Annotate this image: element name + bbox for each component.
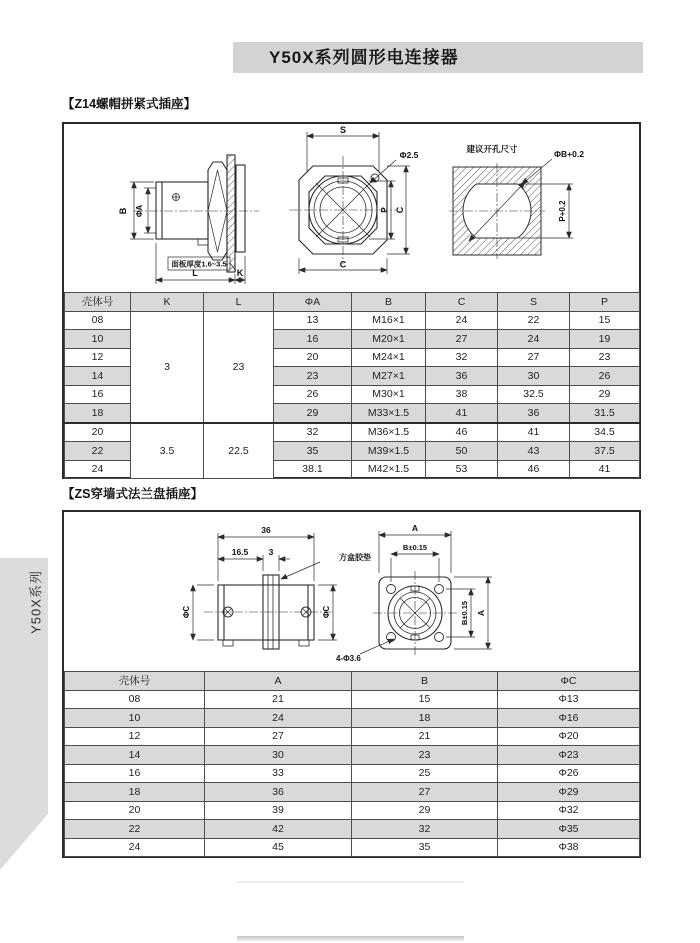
dim-label-c-bottom: C — [339, 259, 347, 270]
cell-phia: 23 — [274, 367, 352, 386]
cell-shell: 24 — [65, 838, 205, 857]
cell-phic: Φ13 — [498, 690, 640, 709]
col-header-l: L — [204, 293, 274, 312]
cell-shell: 20 — [65, 801, 205, 820]
cell-p: 29 — [570, 385, 640, 404]
cell-a: 30 — [205, 746, 352, 765]
cell-b: 35 — [352, 838, 498, 857]
cell-k-group2: 3.5 — [131, 423, 204, 479]
dim-label-b-right: B±0.15 — [460, 600, 469, 626]
cell-shell: 12 — [65, 348, 131, 367]
cell-c: 27 — [426, 330, 498, 349]
cell-a: 27 — [205, 727, 352, 746]
cell-p: 15 — [570, 311, 640, 330]
cell-a: 39 — [205, 801, 352, 820]
cell-phic: Φ38 — [498, 838, 640, 857]
cell-c: 53 — [426, 460, 498, 479]
cell-shell: 16 — [65, 385, 131, 404]
series-side-tab — [0, 558, 48, 870]
cell-b: 32 — [352, 820, 498, 839]
cell-shell: 14 — [65, 367, 131, 386]
section2-heading: 【ZS穿墙式法兰盘插座】 — [62, 487, 203, 501]
cell-shell: 22 — [65, 442, 131, 461]
zs-side-dims — [193, 533, 394, 654]
cell-p: 19 — [570, 330, 640, 349]
cell-phia: 13 — [274, 311, 352, 330]
cell-a: 33 — [205, 764, 352, 783]
cutout-phib-label: ΦB+0.2 — [554, 149, 584, 159]
zs-side-view — [204, 575, 332, 649]
cell-a: 45 — [205, 838, 352, 857]
cell-phic: Φ26 — [498, 764, 640, 783]
cell-b: M33×1.5 — [352, 404, 426, 423]
cell-s: 27 — [498, 348, 570, 367]
cell-shell: 16 — [65, 764, 205, 783]
cell-l-group2: 22.5 — [204, 423, 274, 479]
cell-p: 37.5 — [570, 442, 640, 461]
page-title: Y50X系列圆形电连接器 — [269, 48, 459, 67]
table-header-row — [65, 672, 640, 691]
table-header-row — [65, 293, 640, 312]
dim-label-16-5: 16.5 — [231, 547, 249, 557]
cell-b: 18 — [352, 709, 498, 728]
cell-s: 24 — [498, 330, 570, 349]
dim-label-phic-left: ΦC — [182, 605, 191, 619]
panel-thickness-note: 面板厚度1.6~3.5 — [171, 259, 227, 269]
cell-s: 46 — [498, 460, 570, 479]
cell-a: 36 — [205, 783, 352, 802]
dim-label-phi25: Φ2.5 — [399, 150, 419, 160]
cell-c: 32 — [426, 348, 498, 367]
cell-s: 43 — [498, 442, 570, 461]
holes-note: 4-Φ3.6 — [336, 654, 361, 663]
cutout-p-label: P+0.2 — [558, 200, 567, 222]
cell-b: M42×1.5 — [352, 460, 426, 479]
cell-b: M27×1 — [352, 367, 426, 386]
table-row — [65, 423, 640, 442]
z14-front-dims — [299, 132, 410, 274]
cell-b: M39×1.5 — [352, 442, 426, 461]
gasket-note: 方盒胶垫 — [339, 553, 371, 562]
col-header-b: B — [352, 293, 426, 312]
cell-b: M16×1 — [352, 311, 426, 330]
cell-s: 36 — [498, 404, 570, 423]
cell-c: 41 — [426, 404, 498, 423]
cell-b: 15 — [352, 690, 498, 709]
cell-p: 26 — [570, 367, 640, 386]
zs-spec-table — [64, 671, 640, 857]
cell-p: 31.5 — [570, 404, 640, 423]
dim-label-phia: ΦA — [135, 204, 144, 218]
cell-phic: Φ35 — [498, 820, 640, 839]
table-row — [65, 820, 640, 839]
cell-phia: 26 — [274, 385, 352, 404]
footer-bar — [237, 936, 464, 941]
cell-b: 23 — [352, 746, 498, 765]
cell-shell: 10 — [65, 709, 205, 728]
cell-l-group1: 23 — [204, 311, 274, 423]
cell-phic: Φ16 — [498, 709, 640, 728]
table-row — [65, 764, 640, 783]
cell-a: 21 — [205, 690, 352, 709]
col-header-k: K — [131, 293, 204, 312]
cell-phia: 16 — [274, 330, 352, 349]
dim-label-k: K — [236, 268, 244, 278]
cell-b: 21 — [352, 727, 498, 746]
dim-label-p: P — [379, 207, 389, 213]
cell-shell: 18 — [65, 404, 131, 423]
z14-cutout-view — [449, 163, 545, 259]
cell-shell: 10 — [65, 330, 131, 349]
section1-heading: 【Z14螺帽拼紧式插座】 — [62, 97, 197, 111]
cell-shell: 20 — [65, 423, 131, 442]
cell-shell: 18 — [65, 783, 205, 802]
cell-shell: 22 — [65, 820, 205, 839]
cell-p: 23 — [570, 348, 640, 367]
series-tab-label: Y50X系列 — [28, 570, 44, 634]
cell-b: M24×1 — [352, 348, 426, 367]
cell-phic: Φ23 — [498, 746, 640, 765]
cell-shell: 14 — [65, 746, 205, 765]
dim-label-a-right: A — [476, 609, 486, 617]
footer-divider — [237, 881, 464, 883]
dim-label-c-right: C — [395, 206, 405, 214]
cell-shell: 08 — [65, 690, 205, 709]
cell-phic: Φ32 — [498, 801, 640, 820]
cell-b: M36×1.5 — [352, 423, 426, 442]
cell-a: 24 — [205, 709, 352, 728]
zs-technical-drawing — [64, 512, 639, 671]
cell-b: 29 — [352, 801, 498, 820]
cell-a: 42 — [205, 820, 352, 839]
cell-b: 25 — [352, 764, 498, 783]
cell-s: 30 — [498, 367, 570, 386]
cell-s: 22 — [498, 311, 570, 330]
cell-s: 32.5 — [498, 385, 570, 404]
cell-b: 27 — [352, 783, 498, 802]
cell-c: 36 — [426, 367, 498, 386]
col-header-phic: ΦC — [498, 672, 640, 691]
cell-shell: 08 — [65, 311, 131, 330]
cell-p: 41 — [570, 460, 640, 479]
dim-label-36: 36 — [261, 525, 271, 535]
cell-b: M30×1 — [352, 385, 426, 404]
cell-k-group1: 3 — [131, 311, 204, 423]
cell-phia: 20 — [274, 348, 352, 367]
cell-phic: Φ20 — [498, 727, 640, 746]
table-row — [65, 709, 640, 728]
cell-p: 34.5 — [570, 423, 640, 442]
page-title-bar — [233, 42, 643, 73]
table-row — [65, 311, 640, 330]
dim-label-b: B — [118, 207, 128, 215]
cell-b: M20×1 — [352, 330, 426, 349]
cell-c: 38 — [426, 385, 498, 404]
cell-phia: 38.1 — [274, 460, 352, 479]
section1-panel — [62, 122, 641, 479]
dim-label-a-top: A — [411, 523, 419, 533]
table-row — [65, 746, 640, 765]
col-header-phia: ΦA — [274, 293, 352, 312]
z14-side-view — [134, 155, 259, 272]
table-row — [65, 801, 640, 820]
cell-c: 50 — [426, 442, 498, 461]
cell-shell: 24 — [65, 460, 131, 479]
cell-phia: 35 — [274, 442, 352, 461]
col-header-p: P — [570, 293, 640, 312]
table-row — [65, 727, 640, 746]
cell-c: 46 — [426, 423, 498, 442]
dim-label-s: S — [339, 125, 347, 135]
z14-spec-table — [64, 292, 640, 479]
cell-s: 41 — [498, 423, 570, 442]
col-header-a: A — [205, 672, 352, 691]
z14-technical-drawing — [64, 124, 639, 292]
cell-phia: 32 — [274, 423, 352, 442]
cutout-title: 建议开孔尺寸 — [466, 144, 518, 154]
cell-c: 24 — [426, 311, 498, 330]
dim-label-l: L — [192, 268, 198, 278]
table-row — [65, 783, 640, 802]
col-header-c: C — [426, 293, 498, 312]
table-row — [65, 690, 640, 709]
dim-label-phic-right: ΦC — [322, 605, 331, 619]
col-header-shell: 壳体号 — [65, 672, 205, 691]
cell-phic: Φ29 — [498, 783, 640, 802]
cell-shell: 12 — [65, 727, 205, 746]
table-row — [65, 838, 640, 857]
col-header-shell: 壳体号 — [65, 293, 131, 312]
cell-phia: 29 — [274, 404, 352, 423]
dim-label-b-top: B±0.15 — [402, 543, 428, 552]
section2-panel — [62, 510, 641, 858]
dim-label-3: 3 — [268, 547, 274, 557]
col-header-b: B — [352, 672, 498, 691]
col-header-s: S — [498, 293, 570, 312]
